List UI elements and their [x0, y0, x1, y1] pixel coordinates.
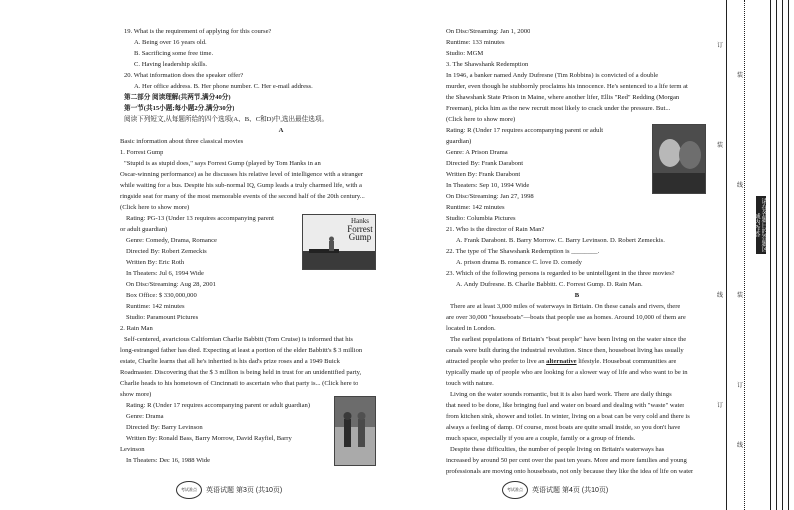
footer-logo-right: 考试准点	[502, 481, 528, 499]
binding-strip	[714, 0, 794, 510]
director: Directed By: Frank Darabont	[446, 160, 524, 167]
options-23: A. Andy Dufresne. B. Charlie Babbitt. C. Forrest Gump. D. Rain Man.	[456, 281, 643, 288]
director: Directed By: Barry Levinson	[126, 424, 203, 431]
rating: Rating: R (Under 17 requires accompanying parent or adult	[446, 127, 604, 134]
text-line: Roadmaster. Discovering that the $ 3 million is being held in trust for an unidentified party,	[120, 369, 362, 376]
poster-title-2: Gump	[348, 232, 372, 242]
director: Directed By: Robert Zemeckis	[126, 248, 207, 255]
text-line: that need to be done, like bringing fuel and water on board and dealing with "waste" water	[446, 402, 685, 409]
text-line: murder, even though he stubbornly proclaims his innocence. He's sentenced to a life term at	[446, 83, 688, 90]
binding-mark: 装	[737, 73, 744, 79]
binding-line	[726, 0, 727, 510]
click-more-link[interactable]: (Click here to show more)	[120, 204, 190, 211]
text-line: the Shawshank State Prison in Maine, where another lifer, Ellis "Red" Redding (Morgan	[446, 94, 680, 101]
text-line: increased by around 50 per cent over the past ten years. More and more families and young	[446, 457, 687, 464]
rating: Rating: R (Under 17 requires accompanying parent or adult guardian)	[126, 402, 311, 409]
passage-a-title: Basic information about three classical movies	[120, 138, 244, 145]
footer-page-4: 英语试题 第4页 (共10页)	[532, 487, 609, 494]
studio: Studio: Columbia Pictures	[446, 215, 516, 222]
shawshank-poster	[652, 124, 706, 194]
writer: Written By: Frank Darabont	[446, 171, 521, 178]
on-disc: On Disc/Streaming: Jan 1, 2000	[446, 28, 531, 35]
writer: Written By: Ronald Bass, Barry Morrow, David Rayfiel, Barry	[126, 435, 292, 442]
text-line: estate, Charlie learns that all he's inherited is his dad's prize roses and a 1949 Buick	[120, 358, 340, 365]
answer-area-label: 请在各题目的答题区域内作答	[753, 198, 766, 252]
text-line: are over 30,000 "houseboats"—boats that people use as homes. Around 10,000 of them are	[446, 314, 686, 321]
text-line: Despite these difficulties, the number of people living on Britain's waterways has	[450, 446, 665, 453]
text-line: Living on the water sounds romantic, but it is also hard work. There are daily things	[450, 391, 672, 398]
text-line: In 1946, a banker named Andy Dufresne (Tim Robbins) is convicted of a double	[446, 72, 659, 79]
question-21: 21. Who is the director of Rain Man?	[446, 226, 545, 233]
runtime: Runtime: 142 minutes	[446, 204, 505, 211]
text-line: Freeman), picks him as the new recruit most likely to crack under the pressure. But...	[446, 105, 671, 112]
runtime: Runtime: 142 minutes	[126, 303, 185, 310]
on-disc: On Disc/Streaming: Aug 28, 2001	[126, 281, 216, 288]
genre: Genre: Drama	[126, 413, 164, 420]
options-22: A. prison drama B. romance C. love D. comedy	[456, 259, 582, 266]
rating-cont: or adult guardian)	[120, 226, 168, 233]
movie-1-title: 1. Forrest Gump	[120, 149, 164, 156]
binding-line	[788, 0, 789, 510]
text-line: Charlie heads to his hometown of Cincinnati to ascertain who that party is... (Click here to	[120, 380, 359, 387]
binding-mark: 线	[717, 293, 724, 299]
rating-cont: guardian)	[446, 138, 472, 145]
text-line: Self-centered, avaricious Californian Charlie Babbitt (Tom Cruise) is informed that his	[124, 336, 353, 343]
text-line: ringside seat for many of the most memorable events of the second half of the 20th century...	[120, 193, 365, 200]
question-19: 19. What is the requirement of applying for this course?	[124, 28, 272, 35]
question-23: 23. Which of the following persons is regarded to be unintelligent in the three movies?	[446, 270, 675, 277]
binding-mark: 装	[717, 143, 724, 149]
section-heading: 第二部分 阅读理解(共两节,满分40分)	[124, 94, 231, 101]
box-office: Box Office: $ 330,000,000	[126, 292, 197, 299]
in-theaters: In Theaters: Sep 10, 1994 Wide	[446, 182, 530, 189]
text-line: "Stupid is as stupid does," says Forrest Gump (played by Tom Hanks in an	[124, 160, 321, 167]
binding-line	[776, 0, 777, 510]
binding-dotted-line	[744, 0, 745, 510]
forrest-gump-poster	[302, 214, 376, 270]
in-theaters: In Theaters: Jul 6, 1994 Wide	[126, 270, 204, 277]
text-line: always a feeling of damp. Of course, most boats are quite small inside, so you don't have	[446, 424, 681, 431]
writer-cont: Levinson	[120, 446, 145, 453]
options-21: A. Frank Darabont. B. Barry Morrow. C. Barry Levinson. D. Robert Zemeckis.	[456, 237, 665, 244]
writer: Written By: Eric Roth	[126, 259, 185, 266]
text-segment: lifestyle. Houseboat communities are	[578, 358, 677, 365]
text-line: The earliest populations of Britain's "boat people" have been living on the water since the	[450, 336, 687, 343]
click-more-link[interactable]: (Click here to show more)	[446, 116, 516, 123]
poster-title-1: Forrest	[347, 224, 373, 234]
studio: Studio: MGM	[446, 50, 484, 57]
genre: Genre: Comedy, Drama, Romance	[126, 237, 217, 244]
question-20: 20. What information does the speaker offer?	[124, 72, 244, 79]
instructions: 阅读下列短文,从每题所给的四个选项(A、B、C和D)中,选出最佳选项。	[124, 116, 329, 123]
text-line: There are at least 3,000 miles of waterways in Britain. On these canals and rivers, there	[450, 303, 681, 310]
runtime: Runtime: 133 minutes	[446, 39, 505, 46]
text-line: from kitchen sink, shower and toilet. In winter, living on a boat can be very cold and there is	[446, 413, 690, 420]
footer-page-3: 英语试题 第3页 (共10页)	[206, 487, 283, 494]
passage-a-label: A	[278, 127, 284, 134]
subsection-heading: 第一节(共15小题;每小题2分,满分30分)	[124, 105, 235, 112]
rating: Rating: PG-13 (Under 13 requires accompanying parent	[126, 215, 274, 222]
text-line: professionals are moving onto houseboats, not only because they like the idea of life on water	[446, 468, 694, 475]
text-line: much space, especially if you are a couple, family or a group of friends.	[446, 435, 636, 442]
passage-b-label: B	[574, 292, 580, 299]
text-line: while waiting for a bus. Despite his sub-normal IQ, Gump leads a truly charmed life, with a	[120, 182, 362, 189]
options-20: A. Her office address. B. Her phone number. C. Her e-mail address.	[134, 83, 313, 90]
studio: Studio: Paramount Pictures	[126, 314, 199, 321]
binding-mark: 线	[737, 183, 744, 189]
binding-mark: 订	[717, 43, 724, 49]
text-line: long-estranged father has died. Expecting at least a portion of the elder Babbitt's $ 3 million	[120, 347, 363, 354]
click-more-link[interactable]: show more)	[120, 391, 152, 398]
binding-mark: 线	[737, 443, 744, 449]
binding-line	[782, 0, 783, 510]
question-22: 22. The type of The Shawshank Redemption is ________.	[446, 248, 600, 255]
on-disc: On Disc/Streaming: Jan 27, 1998	[446, 193, 534, 200]
text-line: canals were built during the industrial revolution. Since then, houseboat living has usually	[446, 347, 684, 354]
shawshank-poster-art	[653, 125, 705, 193]
text-segment: attracted people who prefer to live an	[446, 358, 545, 365]
text-line-with-key-word	[446, 357, 676, 367]
rain-man-poster-art	[335, 397, 375, 465]
binding-line	[770, 0, 771, 510]
movie-3-title: 3. The Shawshank Redemption	[446, 61, 529, 68]
movie-2-title: 2. Rain Man	[120, 325, 153, 332]
text-line: Oscar-winning performance) as he discusses his relative level of intelligence with a stranger	[120, 171, 364, 178]
underlined-word: alternative	[546, 358, 577, 365]
binding-mark: 装	[737, 293, 744, 299]
text-line: touch with nature.	[446, 380, 494, 387]
rain-man-poster	[334, 396, 376, 466]
in-theaters: In Theaters: Dec 16, 1988 Wide	[126, 457, 211, 464]
option-19a: A. Being over 16 years old.	[134, 39, 207, 46]
option-19b: B. Sacrificing some free time.	[134, 50, 214, 57]
text-line: located in London.	[446, 325, 496, 332]
poster-actor: Hanks	[351, 217, 369, 225]
option-19c: C. Having leadership skills.	[134, 61, 208, 68]
text-line: typically made up of people who are looking for a slower way of life and who want to be in	[446, 369, 688, 376]
binding-mark: 订	[717, 403, 724, 409]
binding-mark: 订	[737, 383, 744, 389]
footer-logo-left: 考试准点	[176, 481, 202, 499]
genre: Genre: A Prison Drama	[446, 149, 508, 156]
